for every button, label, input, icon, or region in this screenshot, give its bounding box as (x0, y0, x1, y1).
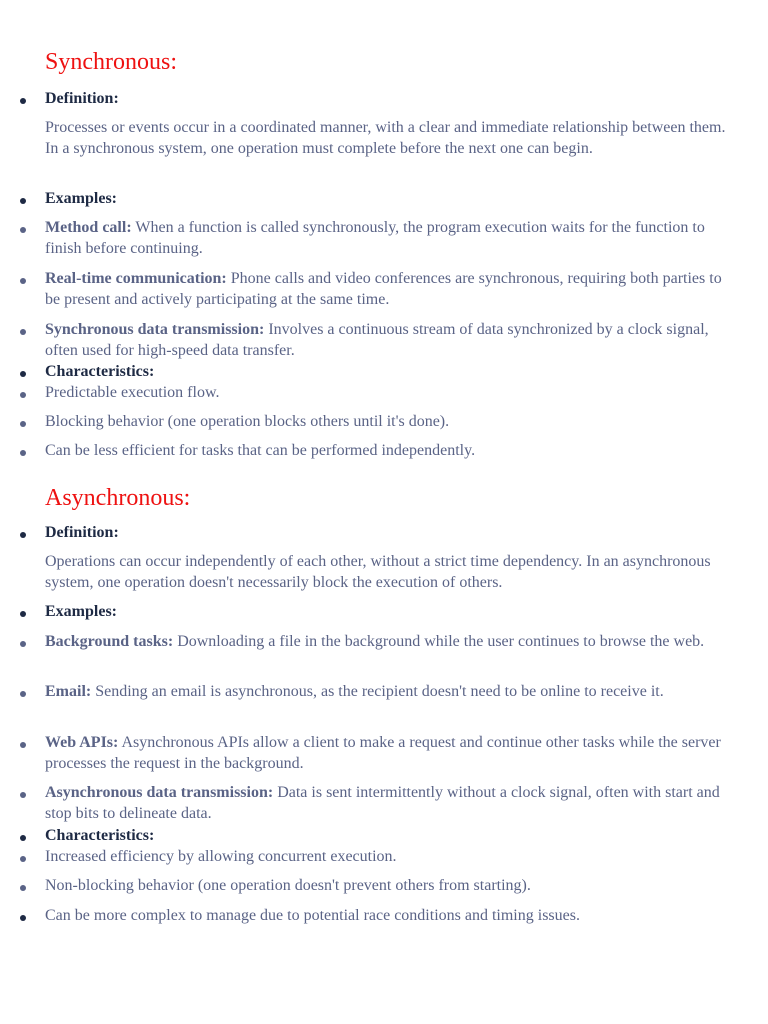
bullet (20, 835, 26, 841)
async-characteristics-label: Characteristics: (45, 827, 155, 844)
bullet (20, 278, 26, 284)
sync-definition-label: Definition: (45, 90, 119, 107)
bullet (20, 792, 26, 798)
bullet (20, 885, 26, 891)
bullet (20, 421, 26, 427)
async-example-data-transmission: Asynchronous data transmission: Data is sent intermittently without a clock signal, often with start and stop bits to delineate data. (45, 784, 720, 822)
bullet (20, 641, 26, 647)
async-example-background-tasks: Background tasks: Downloading a file in the background while the user continues to browse the web. (45, 633, 705, 650)
bullet (20, 392, 26, 398)
async-characteristic-1: Increased efficiency by allowing concurrent execution. (45, 848, 397, 865)
bullet (20, 227, 26, 233)
sync-characteristics-label: Characteristics: (45, 363, 155, 380)
bullet (20, 198, 26, 204)
async-characteristic-2: Non-blocking behavior (one operation doesn't prevent others from starting). (45, 877, 531, 894)
async-definition-text: Operations can occur independently of each other, without a strict time dependency. In an asynchronous system, one operation doesn't necessarily block the execution of others. (45, 553, 711, 591)
bullet (20, 742, 26, 748)
bullet (20, 532, 26, 538)
bullet (20, 915, 26, 921)
sync-characteristic-1: Predictable execution flow. (45, 384, 220, 401)
async-title: Asynchronous: (45, 485, 191, 511)
bullet (20, 856, 26, 862)
sync-example-method-call: Method call: When a function is called synchronously, the program execution waits for the function to finish before continuing. (45, 219, 705, 257)
bullet (20, 611, 26, 617)
sync-characteristic-3: Can be less efficient for tasks that can be performed independently. (45, 442, 476, 459)
async-example-email: Email: Sending an email is asynchronous, as the recipient doesn't need to be online to receive it. (45, 683, 664, 700)
sync-examples-label: Examples: (45, 190, 117, 207)
async-characteristic-3: Can be more complex to manage due to potential race conditions and timing issues. (45, 907, 580, 924)
sync-characteristic-2: Blocking behavior (one operation blocks others until it's done). (45, 413, 450, 430)
bullet (20, 371, 26, 377)
bullet (20, 691, 26, 697)
sync-definition-text: Processes or events occur in a coordinated manner, with a clear and immediate relationship between them. In a synchronous system, one operation must complete before the next one can begin. (45, 119, 726, 157)
sync-example-real-time: Real-time communication: Phone calls and video conferences are synchronous, requiring both parties to be present and actively participating at the same time. (45, 270, 722, 308)
sync-example-data-transmission: Synchronous data transmission: Involves a continuous stream of data synchronized by a clock signal, often used for high-speed data transfer. (45, 321, 709, 359)
async-example-web-apis: Web APIs: Asynchronous APIs allow a client to make a request and continue other tasks while the server processes the request in the background. (45, 734, 721, 772)
async-examples-label: Examples: (45, 603, 117, 620)
bullet (20, 98, 26, 104)
async-definition-label: Definition: (45, 524, 119, 541)
bullet (20, 329, 26, 335)
bullet (20, 450, 26, 456)
sync-title: Synchronous: (45, 49, 177, 75)
